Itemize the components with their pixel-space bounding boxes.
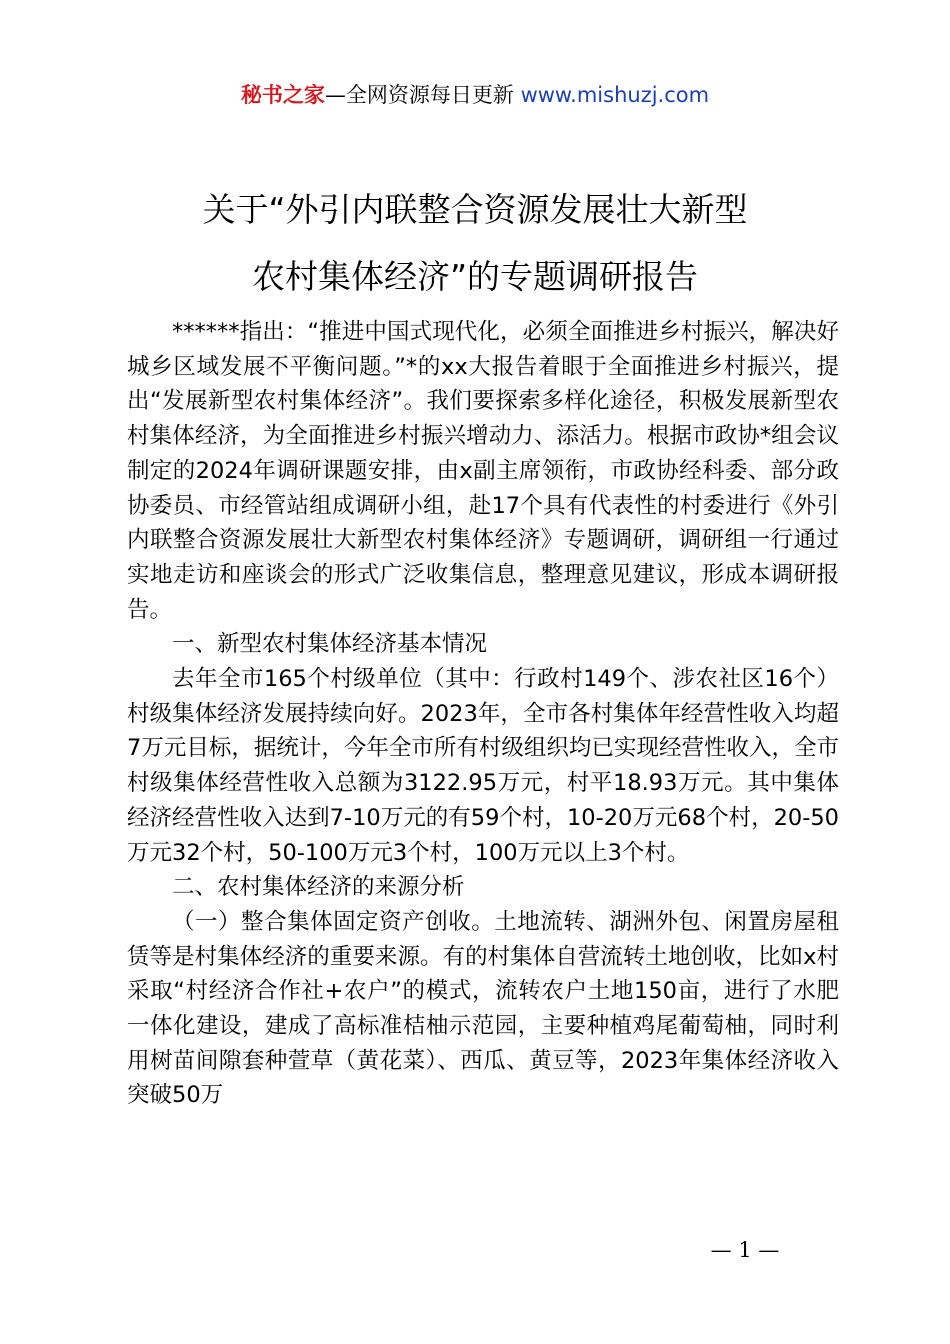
section-heading-1: 一、新型农村集体经济基本情况: [172, 631, 488, 658]
paragraph-basic-situation: 去年全市165个村级单位（其中：行政村149个、涉农社区16个）村级集体经济发展持续向好。2023年，全市各村集体年经营性收入均超7万元目标，据统计，今年全市所有村级组织均已实现经营性收入，全市村级集体经营性收入总额为3122.95万元，村平18.93万元。其中集体经济经营性收入达到7-10万元的有59个村，10-20万元68个村，20-50万元32个村，50-100万元3个村，100万元以上3个村。: [127, 666, 839, 866]
header-brand: 秘书之家: [240, 83, 325, 107]
section-heading-2: 二、农村集体经济的来源分析: [172, 874, 465, 901]
page-number: — 1 —: [710, 1238, 780, 1262]
site-header: [0, 80, 950, 110]
document-body: [127, 315, 839, 1113]
document-title-line-2: 农村集体经济”的专题调研报告: [251, 257, 699, 296]
paragraph-intro: ******指出：“推进中国式现代化，必须全面推进乡村振兴，解决好城乡区域发展不平衡问题。”*的xx大报告着眼于全面推进乡村振兴，提出“发展新型农村集体经济”。我们要探索多样化途径，积极发展新型农村集体经济，为全面推进乡村振兴增动力、添活力。根据市政协*组会议制定的2024年调研课题安排，由x副主席领衔，市政协经科委、部分政协委员、市经管站组成调研小组，赴17个具有代表性的村委进行《外引内联整合资源发展壮大新型农村集体经济》专题调研，调研组一行通过实地走访和座谈会的形式广泛收集信息，整理意见建议，形成本调研报告。: [127, 319, 839, 623]
paragraph-source-analysis: （一）整合集体固定资产创收。土地流转、湖洲外包、闲置房屋租赁等是村集体经济的重要来源。有的村集体自营流转土地创收，比如x村采取“村经济合作社+农户”的模式，流转农户土地150亩，进行了水肥一体化建设，建成了高标准桔柚示范园，主要种植鸡尾葡萄柚，同时利用树苗间隙套种萱草（黄花菜）、西瓜、黄豆等，2023年集体经济收入突破50万: [127, 908, 839, 1109]
document-title-line-1: 关于“外引内联整合资源发展壮大新型: [202, 190, 748, 229]
header-tagline: —全网资源每日更新: [324, 83, 514, 107]
header-url-link[interactable]: www.mishuzj.com: [520, 83, 710, 107]
